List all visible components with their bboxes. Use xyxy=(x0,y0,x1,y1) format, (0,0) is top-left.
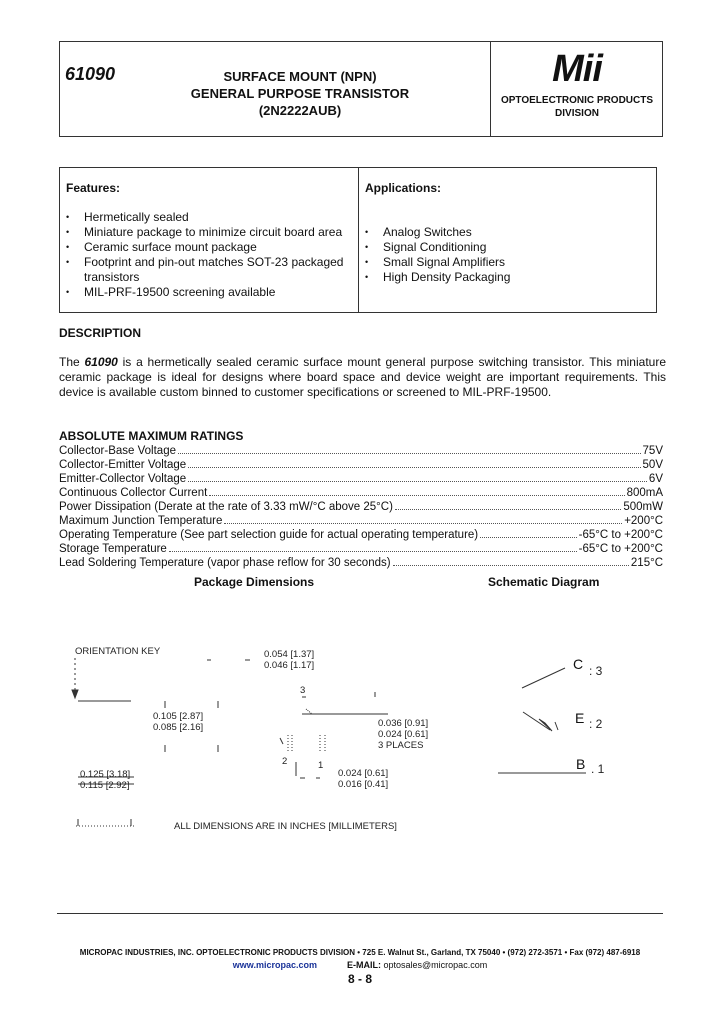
rating-value: 215°C xyxy=(630,557,663,569)
application-item: • Analog Switches xyxy=(361,225,646,240)
feature-item: • Ceramic surface mount package xyxy=(62,240,347,255)
title-line-2: GENERAL PURPOSE TRANSISTOR xyxy=(190,86,410,101)
pad-hatch xyxy=(280,738,283,744)
rating-label: Lead Soldering Temperature (vapor phase reflow for 30 seconds) xyxy=(59,557,391,569)
package-side-tick xyxy=(78,819,131,826)
dim-d-min: 0.115 [2.92] xyxy=(80,780,130,791)
description-prefix: The xyxy=(59,355,85,369)
application-item: • Signal Conditioning xyxy=(361,240,646,255)
feature-item: • Hermetically sealed xyxy=(62,210,347,225)
rating-label: Collector-Base Voltage xyxy=(59,445,176,457)
emitter-arrow xyxy=(539,719,552,731)
base-label: B xyxy=(576,756,586,772)
company-logo: Mii xyxy=(552,48,602,90)
dim-a-min: 0.046 [1.17] xyxy=(264,660,315,671)
description-heading: DESCRIPTION xyxy=(59,326,142,340)
rating-label: Maximum Junction Temperature xyxy=(59,515,223,527)
collector-pin-number: 3 xyxy=(595,664,603,678)
rating-value: -65°C to +200°C xyxy=(578,529,663,541)
application-item: • High Density Packaging xyxy=(361,270,646,285)
footer-rule xyxy=(57,913,663,914)
dim-c-min: 0.024 [0.61] xyxy=(378,729,429,740)
rating-label: Operating Temperature (See part selection guide for actual operating temperature) xyxy=(59,529,479,541)
dimensions-note: ALL DIMENSIONS ARE IN INCHES [MILLIMETERS] xyxy=(174,821,397,832)
email-label: E-MAIL: xyxy=(347,960,381,970)
description-body: is a hermetically sealed ceramic surface mount general purpose switching transistor. This miniature ceramic package is ideal for designs where board space and device weight are important requirements. This device is available custom binned to customer specifications or screened to MIL-PRF-19500. xyxy=(59,355,666,399)
orientation-arrow xyxy=(72,690,78,698)
collector-pin: : 3 xyxy=(589,664,603,678)
emitter-tick xyxy=(555,722,558,730)
pin-3-label: 3 xyxy=(300,685,306,696)
emitter-lead xyxy=(523,712,550,730)
rating-label: Emitter-Collector Voltage xyxy=(59,473,187,485)
pin-1-label: 1 xyxy=(318,760,324,771)
rating-value: +200°C xyxy=(624,515,663,527)
dim-c-max: 0.036 [0.91] xyxy=(378,718,429,729)
part-number: 61090 xyxy=(65,64,116,84)
collector-label: C xyxy=(573,656,584,672)
feature-item: • Miniature package to minimize circuit board area xyxy=(62,225,347,240)
email-link[interactable]: optosales@micropac.com xyxy=(383,960,488,970)
applications-heading: Applications: xyxy=(365,181,442,195)
rating-value: 500mW xyxy=(623,501,663,513)
division-line-2: DIVISION xyxy=(555,108,599,119)
feature-item: • Footprint and pin-out matches SOT-23 packaged transistors xyxy=(62,255,347,285)
dim-e-max: 0.024 [0.61] xyxy=(338,768,389,779)
pad-hatch xyxy=(306,709,312,714)
division-line-1: OPTOELECTRONIC PRODUCTS xyxy=(500,95,654,106)
schematic-heading: Schematic Diagram xyxy=(488,575,600,589)
pin-2-label: 2 xyxy=(282,756,288,767)
application-item: • Small Signal Amplifiers xyxy=(361,255,646,270)
base-pin: . 1 xyxy=(591,762,605,776)
dim-d-max: 0.125 [3.18] xyxy=(80,769,131,780)
dim-a-max: 0.054 [1.37] xyxy=(264,649,315,660)
ratings-heading: ABSOLUTE MAXIMUM RATINGS xyxy=(59,429,244,443)
page-number: 8 - 8 xyxy=(347,972,372,986)
orientation-key-label: ORIENTATION KEY xyxy=(75,646,161,657)
footer-address: MICROPAC INDUSTRIES, INC. OPTOELECTRONIC PRODUCTS DIVISION • 725 E. Walnut St., Garland, TX 75040 • (972) 272-3571 • Fax (972) 487-6918 xyxy=(79,948,641,957)
features-heading: Features: xyxy=(66,181,121,195)
description-part: 61090 xyxy=(84,355,118,369)
rating-label: Storage Temperature xyxy=(59,543,167,555)
dim-e-min: 0.016 [0.41] xyxy=(338,779,389,790)
title-line-3: (2N2222AUB) xyxy=(258,103,342,118)
dim-c-note: 3 PLACES xyxy=(378,740,424,751)
rating-value: 6V xyxy=(648,473,663,485)
collector-lead xyxy=(522,668,565,688)
footer-contact xyxy=(60,960,660,970)
dim-b-max: 0.105 [2.87] xyxy=(153,711,204,722)
rating-label: Continuous Collector Current xyxy=(59,487,208,499)
feature-item: • MIL-PRF-19500 screening available xyxy=(62,285,347,300)
rating-value: -65°C to +200°C xyxy=(578,543,663,555)
website-link[interactable]: www.micropac.com xyxy=(232,960,317,970)
dim-b-min: 0.085 [2.16] xyxy=(153,722,204,733)
rating-value: 75V xyxy=(642,445,663,457)
emitter-pin: : 2 xyxy=(589,717,603,731)
rating-value: 800mA xyxy=(626,487,663,499)
emitter-pin-number: 2 xyxy=(595,717,603,731)
title-line-1: SURFACE MOUNT (NPN) xyxy=(223,69,377,84)
package-dimensions-heading: Package Dimensions xyxy=(194,575,315,589)
rating-label: Power Dissipation (Derate at the rate of 3.33 mW/°C above 25°C) xyxy=(59,501,393,513)
base-pin-number: 1 xyxy=(597,762,605,776)
rating-value: 50V xyxy=(642,459,663,471)
rating-label: Collector-Emitter Voltage xyxy=(59,459,187,471)
emitter-label: E xyxy=(575,710,585,726)
